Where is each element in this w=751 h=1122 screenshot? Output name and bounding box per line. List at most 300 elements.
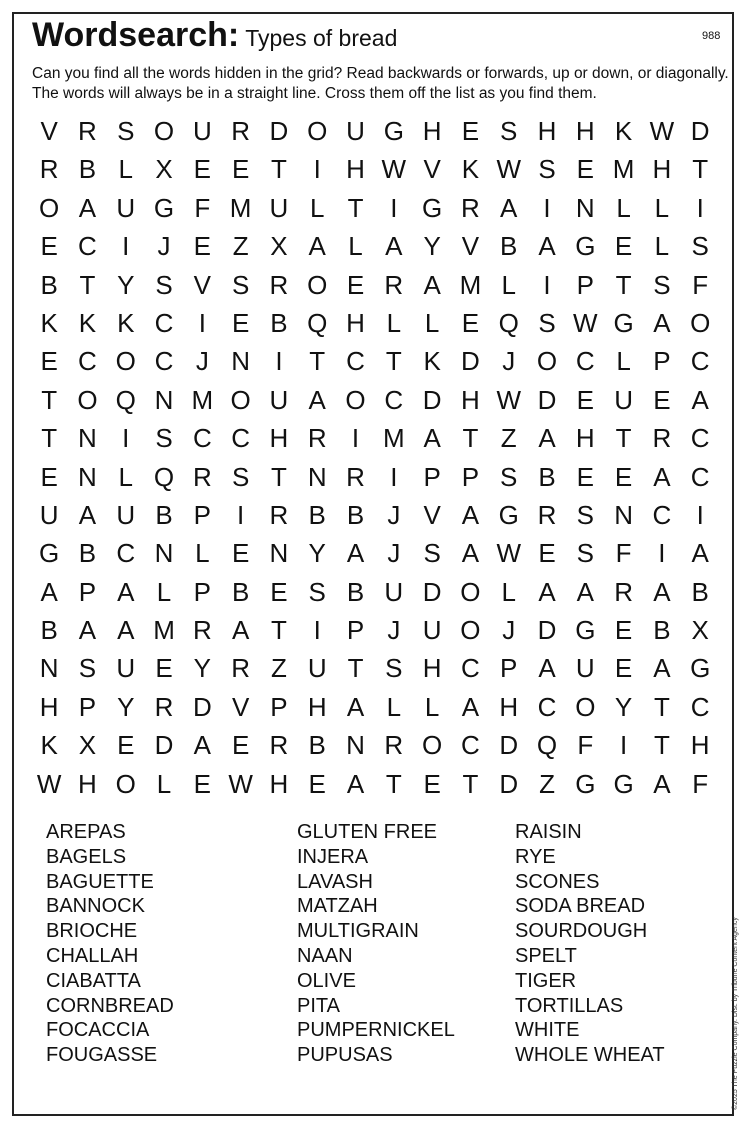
- grid-cell[interactable]: L: [156, 576, 172, 607]
- grid-cell[interactable]: N: [154, 538, 174, 569]
- grid-cell[interactable]: X: [691, 615, 709, 646]
- grid-cell[interactable]: N: [78, 461, 97, 492]
- grid-cell[interactable]: M: [229, 192, 252, 223]
- grid-cell[interactable]: I: [543, 269, 551, 300]
- word-list-item[interactable]: SCONES: [515, 870, 600, 893]
- grid-cell[interactable]: B: [308, 499, 326, 530]
- grid-cell[interactable]: E: [40, 461, 58, 492]
- grid-cell[interactable]: S: [308, 576, 326, 607]
- grid-cell[interactable]: G: [690, 653, 711, 684]
- grid-cell[interactable]: T: [653, 691, 670, 722]
- grid-cell[interactable]: K: [461, 154, 480, 185]
- grid-cell[interactable]: R: [78, 116, 97, 146]
- grid-cell[interactable]: P: [576, 269, 594, 300]
- grid-cell[interactable]: D: [422, 384, 442, 415]
- grid-cell[interactable]: B: [346, 576, 365, 607]
- grid-cell[interactable]: W: [496, 384, 521, 415]
- grid-cell[interactable]: F: [692, 269, 709, 300]
- grid-cell[interactable]: C: [384, 384, 404, 415]
- grid-cell[interactable]: D: [422, 576, 442, 607]
- grid-cell[interactable]: G: [498, 499, 519, 530]
- grid-cell[interactable]: O: [115, 346, 136, 377]
- grid-cell[interactable]: I: [313, 154, 321, 185]
- grid-cell[interactable]: M: [612, 154, 635, 185]
- grid-cell[interactable]: B: [78, 154, 97, 185]
- grid-cell[interactable]: A: [78, 499, 97, 530]
- grid-cell[interactable]: N: [614, 499, 633, 530]
- grid-cell[interactable]: F: [577, 730, 594, 761]
- grid-cell[interactable]: Z: [270, 653, 287, 684]
- grid-cell[interactable]: K: [78, 307, 97, 338]
- grid-cell[interactable]: D: [154, 730, 174, 761]
- grid-cell[interactable]: Z: [232, 231, 249, 262]
- grid-cell[interactable]: F: [615, 538, 632, 569]
- grid-cell[interactable]: S: [423, 538, 441, 569]
- grid-cell[interactable]: O: [230, 384, 251, 415]
- grid-cell[interactable]: O: [690, 307, 711, 338]
- grid-cell[interactable]: I: [696, 499, 704, 530]
- word-list-item[interactable]: NAAN: [297, 944, 353, 967]
- grid-cell[interactable]: B: [500, 231, 518, 262]
- grid-cell[interactable]: T: [79, 269, 96, 300]
- grid-cell[interactable]: N: [346, 730, 365, 761]
- grid-cell[interactable]: A: [538, 231, 556, 262]
- word-list-item[interactable]: SOURDOUGH: [515, 920, 648, 943]
- grid-cell[interactable]: Y: [193, 653, 211, 684]
- grid-cell[interactable]: H: [269, 423, 289, 454]
- grid-cell[interactable]: J: [387, 538, 401, 569]
- grid-cell[interactable]: W: [496, 538, 521, 569]
- grid-cell[interactable]: J: [502, 346, 516, 377]
- grid-cell[interactable]: X: [270, 231, 288, 262]
- grid-cell[interactable]: B: [538, 461, 556, 492]
- grid-cell[interactable]: P: [461, 461, 480, 492]
- word-list-item[interactable]: CIABATTA: [46, 969, 141, 992]
- grid-cell[interactable]: X: [78, 730, 97, 761]
- grid-cell[interactable]: A: [117, 576, 135, 607]
- grid-cell[interactable]: K: [117, 307, 135, 338]
- grid-cell[interactable]: O: [536, 346, 558, 377]
- grid-cell[interactable]: A: [423, 269, 441, 300]
- word-list-item[interactable]: BAGUETTE: [46, 870, 154, 893]
- grid-cell[interactable]: D: [499, 768, 519, 799]
- grid-cell[interactable]: S: [78, 653, 97, 684]
- grid-cell[interactable]: C: [461, 653, 480, 684]
- grid-cell[interactable]: B: [40, 615, 58, 646]
- grid-cell[interactable]: H: [307, 691, 327, 722]
- word-list-item[interactable]: FOUGASSE: [46, 1044, 158, 1067]
- grid-cell[interactable]: A: [653, 653, 671, 684]
- grid-cell[interactable]: E: [193, 154, 211, 185]
- grid-cell[interactable]: A: [423, 423, 441, 454]
- grid-cell[interactable]: G: [422, 192, 443, 223]
- grid-cell[interactable]: A: [538, 576, 556, 607]
- grid-cell[interactable]: N: [78, 423, 97, 454]
- word-list-item[interactable]: WHITE: [515, 1019, 580, 1042]
- grid-cell[interactable]: K: [614, 116, 633, 146]
- grid-cell[interactable]: R: [269, 730, 289, 761]
- grid-cell[interactable]: I: [658, 538, 666, 569]
- grid-cell[interactable]: H: [575, 116, 595, 146]
- grid-cell[interactable]: C: [690, 691, 710, 722]
- grid-cell[interactable]: C: [575, 346, 595, 377]
- word-list-item[interactable]: SODA BREAD: [515, 895, 646, 918]
- grid-cell[interactable]: O: [575, 691, 596, 722]
- grid-cell[interactable]: M: [459, 269, 482, 300]
- grid-cell[interactable]: E: [614, 615, 633, 646]
- grid-cell[interactable]: S: [538, 154, 556, 185]
- grid-cell[interactable]: A: [576, 576, 594, 607]
- grid-cell[interactable]: T: [347, 653, 364, 684]
- word-list-item[interactable]: AREPAS: [46, 821, 126, 843]
- grid-cell[interactable]: T: [270, 461, 287, 492]
- grid-cell[interactable]: E: [576, 461, 594, 492]
- grid-cell[interactable]: W: [36, 768, 62, 799]
- grid-cell[interactable]: S: [155, 269, 173, 300]
- grid-cell[interactable]: O: [345, 384, 366, 415]
- grid-cell[interactable]: U: [269, 384, 289, 415]
- grid-cell[interactable]: R: [614, 576, 633, 607]
- grid-cell[interactable]: E: [653, 384, 671, 415]
- grid-cell[interactable]: D: [192, 691, 212, 722]
- grid-cell[interactable]: P: [423, 461, 441, 492]
- grid-cell[interactable]: E: [538, 538, 556, 569]
- grid-cell[interactable]: P: [78, 691, 97, 722]
- grid-cell[interactable]: A: [40, 576, 58, 607]
- grid-cell[interactable]: K: [40, 307, 58, 338]
- grid-cell[interactable]: E: [231, 730, 250, 761]
- grid-cell[interactable]: A: [231, 615, 250, 646]
- grid-cell[interactable]: U: [269, 192, 289, 223]
- grid-cell[interactable]: C: [154, 307, 174, 338]
- grid-cell[interactable]: D: [537, 384, 557, 415]
- grid-cell[interactable]: N: [269, 538, 289, 569]
- grid-cell[interactable]: A: [653, 768, 671, 799]
- word-list-item[interactable]: BANNOCK: [46, 895, 145, 918]
- grid-cell[interactable]: G: [153, 192, 175, 223]
- grid-cell[interactable]: B: [155, 499, 173, 530]
- grid-cell[interactable]: U: [39, 499, 59, 530]
- grid-cell[interactable]: H: [78, 768, 97, 799]
- grid-cell[interactable]: G: [383, 116, 404, 146]
- grid-cell[interactable]: A: [461, 691, 480, 722]
- grid-cell[interactable]: O: [307, 116, 328, 146]
- word-list-item[interactable]: PUPUSAS: [297, 1044, 393, 1067]
- grid-cell[interactable]: B: [653, 615, 671, 646]
- grid-cell[interactable]: S: [117, 116, 135, 146]
- grid-cell[interactable]: I: [696, 192, 704, 223]
- grid-cell[interactable]: W: [649, 116, 675, 146]
- grid-cell[interactable]: W: [381, 154, 407, 185]
- grid-cell[interactable]: N: [154, 384, 174, 415]
- grid-cell[interactable]: I: [122, 231, 130, 262]
- grid-cell[interactable]: X: [155, 154, 173, 185]
- grid-cell[interactable]: Y: [308, 538, 326, 569]
- word-list-item[interactable]: SPELT: [515, 944, 577, 967]
- grid-cell[interactable]: H: [499, 691, 519, 722]
- grid-cell[interactable]: S: [385, 653, 403, 684]
- word-list-item[interactable]: BAGELS: [46, 845, 127, 868]
- grid-cell[interactable]: I: [198, 307, 206, 338]
- grid-cell[interactable]: C: [192, 423, 212, 454]
- grid-cell[interactable]: T: [385, 346, 402, 377]
- grid-cell[interactable]: I: [543, 192, 551, 223]
- grid-cell[interactable]: Y: [614, 691, 633, 722]
- grid-cell[interactable]: I: [390, 461, 398, 492]
- grid-cell[interactable]: G: [575, 231, 596, 262]
- grid-cell[interactable]: E: [231, 154, 250, 185]
- grid-cell[interactable]: E: [423, 768, 441, 799]
- grid-cell[interactable]: H: [269, 768, 289, 799]
- grid-cell[interactable]: O: [77, 384, 98, 415]
- letter-grid[interactable]: [30, 112, 728, 802]
- grid-cell[interactable]: P: [193, 576, 211, 607]
- word-list-item[interactable]: OLIVE: [297, 969, 356, 992]
- word-list-item[interactable]: INJERA: [297, 845, 369, 868]
- grid-cell[interactable]: T: [615, 269, 632, 300]
- grid-cell[interactable]: D: [269, 116, 289, 146]
- grid-cell[interactable]: P: [500, 653, 518, 684]
- grid-cell[interactable]: H: [461, 384, 480, 415]
- grid-cell[interactable]: J: [502, 615, 516, 646]
- grid-cell[interactable]: W: [228, 768, 253, 799]
- grid-cell[interactable]: R: [231, 116, 251, 146]
- grid-cell[interactable]: A: [308, 384, 326, 415]
- grid-cell[interactable]: R: [307, 423, 327, 454]
- grid-cell[interactable]: Q: [115, 384, 136, 415]
- grid-cell[interactable]: T: [309, 346, 326, 377]
- grid-cell[interactable]: E: [270, 576, 288, 607]
- grid-cell[interactable]: N: [307, 461, 327, 492]
- grid-cell[interactable]: N: [231, 346, 251, 377]
- grid-cell[interactable]: S: [231, 269, 250, 300]
- grid-cell[interactable]: R: [192, 461, 212, 492]
- grid-cell[interactable]: W: [573, 307, 598, 338]
- grid-cell[interactable]: C: [537, 691, 557, 722]
- grid-cell[interactable]: A: [653, 307, 671, 338]
- grid-cell[interactable]: R: [461, 192, 480, 223]
- grid-cell[interactable]: C: [652, 499, 672, 530]
- grid-cell[interactable]: L: [424, 691, 440, 722]
- grid-cell[interactable]: H: [39, 691, 59, 722]
- grid-cell[interactable]: I: [313, 615, 321, 646]
- word-list-item[interactable]: PUMPERNICKEL: [297, 1019, 455, 1042]
- grid-cell[interactable]: V: [231, 691, 250, 722]
- grid-cell[interactable]: L: [386, 691, 402, 722]
- grid-cell[interactable]: L: [309, 192, 325, 223]
- grid-cell[interactable]: V: [461, 231, 480, 262]
- grid-cell[interactable]: H: [346, 307, 365, 338]
- grid-cell[interactable]: R: [346, 461, 365, 492]
- grid-cell[interactable]: L: [156, 768, 172, 799]
- grid-cell[interactable]: R: [269, 499, 289, 530]
- grid-cell[interactable]: U: [116, 499, 136, 530]
- grid-cell[interactable]: H: [537, 116, 557, 146]
- grid-cell[interactable]: R: [652, 423, 672, 454]
- grid-cell[interactable]: I: [122, 423, 130, 454]
- grid-cell[interactable]: R: [231, 653, 251, 684]
- grid-cell[interactable]: U: [575, 653, 595, 684]
- grid-cell[interactable]: L: [424, 307, 440, 338]
- grid-cell[interactable]: T: [462, 423, 479, 454]
- grid-cell[interactable]: B: [346, 499, 365, 530]
- grid-cell[interactable]: C: [231, 423, 251, 454]
- word-list-item[interactable]: GLUTEN FREE: [297, 821, 438, 843]
- grid-cell[interactable]: T: [385, 768, 402, 799]
- grid-cell[interactable]: U: [116, 653, 136, 684]
- grid-cell[interactable]: V: [423, 154, 441, 185]
- grid-cell[interactable]: E: [117, 730, 135, 761]
- grid-cell[interactable]: T: [692, 154, 709, 185]
- grid-cell[interactable]: E: [576, 384, 594, 415]
- grid-cell[interactable]: H: [422, 116, 442, 146]
- grid-cell[interactable]: A: [653, 576, 671, 607]
- grid-cell[interactable]: Y: [117, 269, 135, 300]
- grid-cell[interactable]: B: [231, 576, 250, 607]
- grid-cell[interactable]: L: [501, 269, 516, 300]
- grid-cell[interactable]: E: [40, 346, 58, 377]
- grid-cell[interactable]: I: [275, 346, 283, 377]
- grid-cell[interactable]: U: [192, 116, 212, 146]
- grid-cell[interactable]: S: [576, 538, 594, 569]
- grid-cell[interactable]: R: [269, 269, 289, 300]
- grid-cell[interactable]: A: [538, 423, 556, 454]
- grid-cell[interactable]: S: [500, 461, 518, 492]
- grid-cell[interactable]: O: [39, 192, 60, 223]
- grid-cell[interactable]: E: [308, 768, 326, 799]
- word-list-item[interactable]: CORNBREAD: [46, 994, 174, 1017]
- grid-cell[interactable]: K: [40, 730, 58, 761]
- grid-cell[interactable]: O: [460, 576, 481, 607]
- grid-cell[interactable]: G: [613, 307, 634, 338]
- grid-cell[interactable]: A: [691, 538, 709, 569]
- grid-cell[interactable]: G: [575, 768, 596, 799]
- word-list-item[interactable]: MULTIGRAIN: [297, 920, 419, 943]
- grid-cell[interactable]: A: [538, 653, 556, 684]
- grid-cell[interactable]: F: [692, 768, 709, 799]
- grid-cell[interactable]: O: [422, 730, 443, 761]
- grid-cell[interactable]: T: [462, 768, 479, 799]
- grid-cell[interactable]: S: [691, 231, 709, 262]
- grid-cell[interactable]: S: [231, 461, 250, 492]
- grid-cell[interactable]: L: [195, 538, 210, 569]
- grid-cell[interactable]: E: [461, 307, 480, 338]
- grid-cell[interactable]: I: [619, 730, 628, 761]
- grid-cell[interactable]: T: [41, 423, 58, 454]
- grid-cell[interactable]: V: [193, 269, 211, 300]
- grid-cell[interactable]: E: [614, 653, 633, 684]
- grid-cell[interactable]: A: [385, 231, 403, 262]
- grid-cell[interactable]: A: [500, 192, 518, 223]
- grid-cell[interactable]: Z: [539, 768, 555, 799]
- grid-cell[interactable]: U: [346, 116, 365, 146]
- grid-cell[interactable]: C: [690, 423, 710, 454]
- grid-cell[interactable]: A: [193, 730, 211, 761]
- grid-cell[interactable]: T: [615, 423, 632, 454]
- grid-cell[interactable]: A: [653, 461, 671, 492]
- grid-cell[interactable]: H: [690, 730, 710, 761]
- grid-cell[interactable]: D: [537, 615, 557, 646]
- grid-cell[interactable]: B: [308, 730, 326, 761]
- grid-cell[interactable]: A: [461, 499, 480, 530]
- grid-cell[interactable]: W: [496, 154, 521, 185]
- word-list-item[interactable]: FOCACCIA: [46, 1019, 150, 1042]
- grid-cell[interactable]: U: [422, 615, 442, 646]
- grid-cell[interactable]: E: [614, 231, 633, 262]
- grid-cell[interactable]: G: [575, 615, 596, 646]
- grid-cell[interactable]: C: [346, 346, 365, 377]
- grid-cell[interactable]: P: [653, 346, 671, 377]
- grid-cell[interactable]: R: [154, 691, 174, 722]
- word-list-item[interactable]: PITA: [297, 994, 340, 1017]
- word-list-item[interactable]: TIGER: [515, 969, 577, 992]
- grid-cell[interactable]: A: [78, 615, 97, 646]
- grid-cell[interactable]: I: [390, 192, 398, 223]
- grid-cell[interactable]: H: [422, 653, 442, 684]
- grid-cell[interactable]: D: [690, 116, 710, 146]
- grid-cell[interactable]: S: [576, 499, 594, 530]
- grid-cell[interactable]: V: [423, 499, 441, 530]
- grid-cell[interactable]: N: [575, 192, 595, 223]
- grid-cell[interactable]: P: [346, 615, 365, 646]
- grid-cell[interactable]: Q: [153, 461, 175, 492]
- grid-cell[interactable]: H: [652, 154, 672, 185]
- grid-cell[interactable]: U: [614, 384, 633, 415]
- grid-cell[interactable]: I: [351, 423, 360, 454]
- word-list-item[interactable]: CHALLAH: [46, 944, 139, 967]
- word-list-item[interactable]: LAVASH: [297, 870, 373, 893]
- grid-cell[interactable]: M: [382, 423, 405, 454]
- grid-cell[interactable]: Q: [307, 307, 328, 338]
- grid-cell[interactable]: N: [39, 653, 59, 684]
- grid-cell[interactable]: B: [691, 576, 709, 607]
- grid-cell[interactable]: J: [387, 615, 401, 646]
- grid-cell[interactable]: P: [270, 691, 288, 722]
- grid-cell[interactable]: E: [155, 653, 173, 684]
- grid-cell[interactable]: B: [40, 269, 58, 300]
- grid-cell[interactable]: E: [346, 269, 365, 300]
- grid-cell[interactable]: P: [78, 576, 97, 607]
- grid-cell[interactable]: L: [654, 231, 670, 262]
- grid-cell[interactable]: Q: [536, 730, 558, 761]
- grid-cell[interactable]: R: [192, 615, 212, 646]
- grid-cell[interactable]: A: [308, 231, 326, 262]
- grid-cell[interactable]: I: [237, 499, 245, 530]
- grid-cell[interactable]: S: [653, 269, 671, 300]
- grid-cell[interactable]: T: [41, 384, 58, 415]
- grid-cell[interactable]: M: [191, 384, 214, 415]
- grid-cell[interactable]: L: [348, 231, 363, 262]
- grid-cell[interactable]: A: [346, 691, 365, 722]
- grid-cell[interactable]: L: [616, 192, 631, 223]
- grid-cell[interactable]: U: [384, 576, 404, 607]
- grid-cell[interactable]: O: [115, 768, 136, 799]
- grid-cell[interactable]: O: [307, 269, 328, 300]
- grid-cell[interactable]: E: [231, 307, 250, 338]
- grid-cell[interactable]: S: [155, 423, 173, 454]
- grid-cell[interactable]: E: [614, 461, 633, 492]
- word-list-item[interactable]: TORTILLAS: [515, 994, 624, 1017]
- grid-cell[interactable]: A: [346, 768, 365, 799]
- grid-cell[interactable]: L: [654, 192, 670, 223]
- grid-cell[interactable]: R: [537, 499, 557, 530]
- grid-cell[interactable]: G: [613, 768, 634, 799]
- grid-cell[interactable]: L: [501, 576, 516, 607]
- grid-cell[interactable]: Y: [423, 231, 441, 262]
- grid-cell[interactable]: A: [461, 538, 480, 569]
- grid-cell[interactable]: E: [193, 231, 211, 262]
- grid-cell[interactable]: R: [384, 269, 404, 300]
